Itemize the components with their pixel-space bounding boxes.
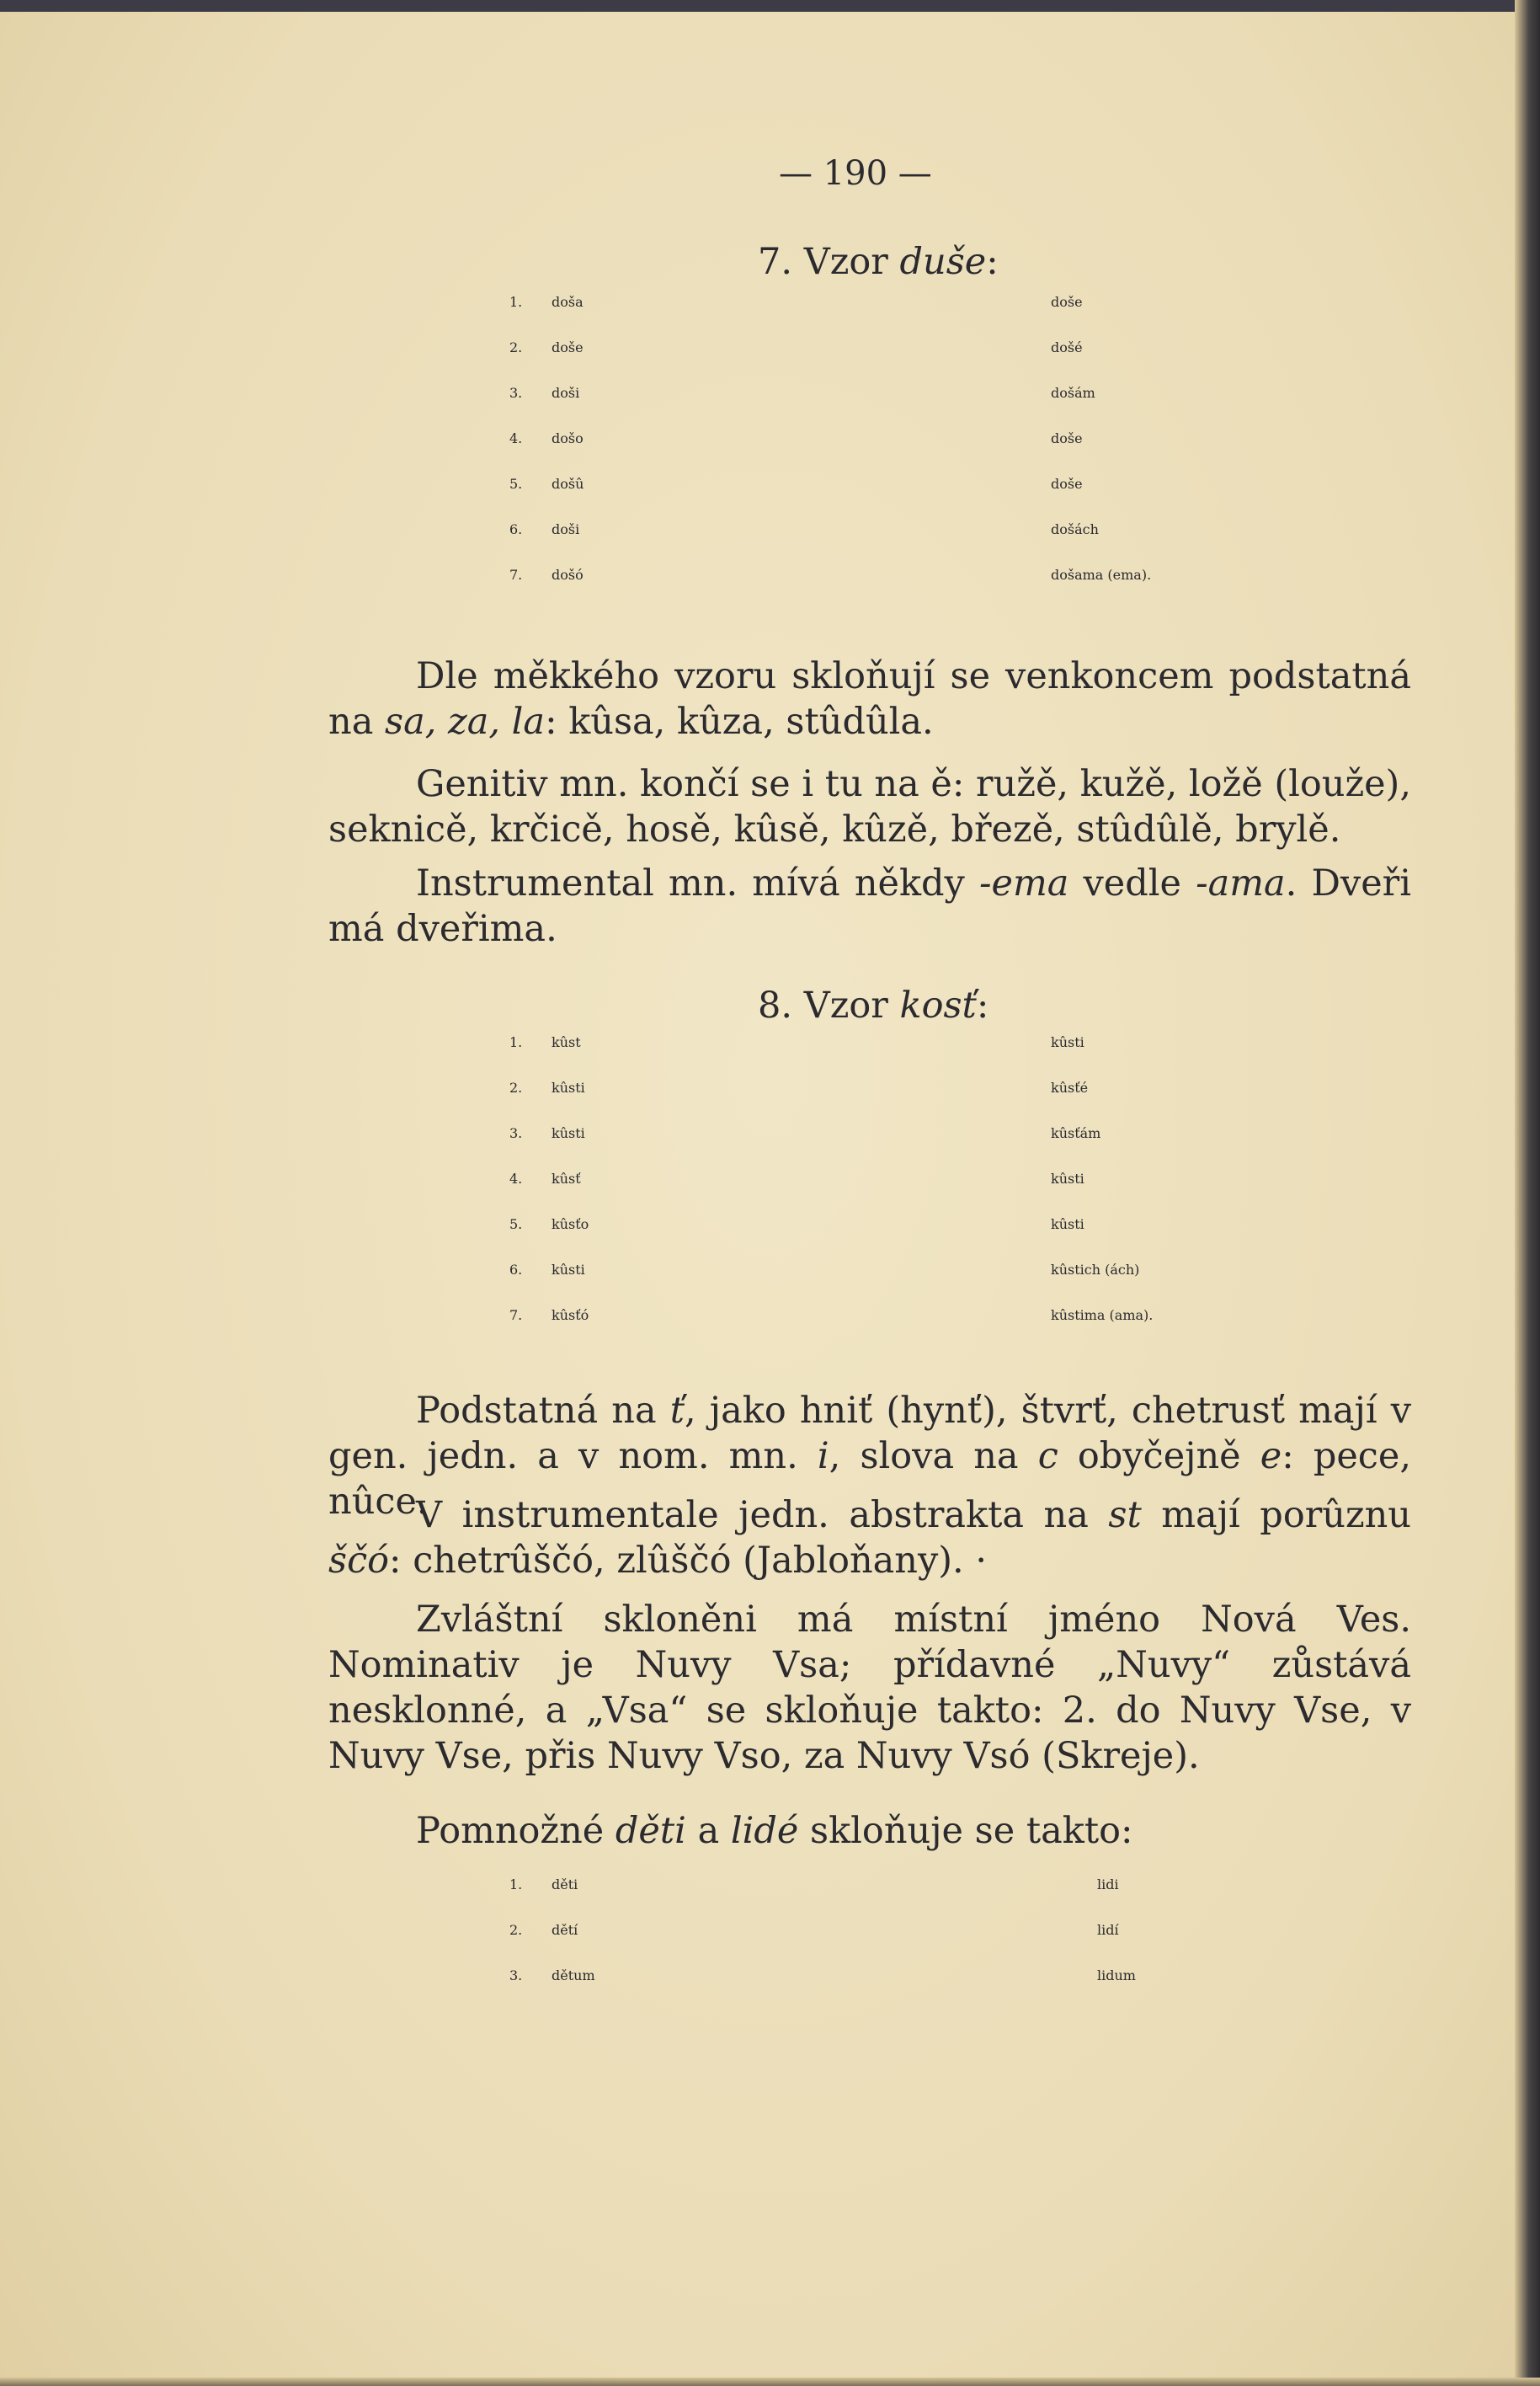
plural-form: došách [1051, 521, 1099, 537]
row-number: 4. [509, 430, 523, 446]
row-number: 2. [509, 339, 523, 355]
para3-italic-ama: -ama [1196, 862, 1286, 905]
para7-text-b: a [685, 1810, 731, 1852]
row-number: 2. [509, 1080, 523, 1096]
row-number: 1. [509, 1876, 523, 1892]
singular-form: kûsti [552, 1080, 585, 1096]
para3-italic-ema: -ema [978, 862, 1069, 905]
row-number: 7. [509, 1307, 523, 1323]
table-row [509, 1922, 1136, 1967]
paragraph-instrumental-plural [328, 861, 1411, 952]
row-number: 4. [509, 1171, 523, 1187]
singular-form: došó [552, 567, 583, 583]
row-number: 5. [509, 1216, 523, 1232]
row-number: 3. [509, 1967, 523, 1983]
para5-italic-ending: ščó [328, 1540, 390, 1582]
para4-text-e: : pece, nûce. [328, 1435, 1412, 1523]
para4-italic-i: i [817, 1435, 829, 1477]
section7-heading-prefix: 7. Vzor [758, 241, 900, 283]
plural-form: kûsťám [1051, 1125, 1101, 1141]
section7-table [509, 294, 1151, 612]
para1-italic-endings: sa, za, la [385, 701, 546, 743]
table-row [509, 294, 1151, 339]
para4-italic-t: ť [669, 1390, 685, 1432]
paragraph-genitive-plural [328, 761, 1411, 852]
table-row [509, 1307, 1153, 1353]
plural-form: došama (ema). [1051, 567, 1152, 583]
para4-italic-c: c [1037, 1435, 1058, 1477]
row-number: 3. [509, 385, 523, 401]
singular-form: doše [552, 339, 583, 355]
singular-form: kûst [552, 1034, 581, 1050]
para5-text-b: mají porûznu [1141, 1494, 1412, 1536]
para1-text-b: : kûsa, kûza, stûdûla. [545, 701, 934, 743]
page-spine-edge [1515, 0, 1540, 2386]
table-row [509, 1967, 1136, 2013]
table-row [509, 1262, 1153, 1307]
table-row [509, 476, 1151, 521]
section7-heading [758, 240, 999, 284]
plural-form: došé [1051, 339, 1083, 355]
section7-heading-suffix: : [986, 241, 999, 283]
pluralia-table [509, 1876, 1136, 2013]
section8-heading-word: kosť [899, 985, 977, 1027]
table-row [509, 430, 1151, 476]
row-number: 6. [509, 521, 523, 537]
para2-text: Genitiv mn. končí se i tu na ě: ružě, kužě, ložě (louže), seknicě, krčicě, hosě, kûsě, kûzě, březě, stûdûlě, brylě. [328, 763, 1411, 851]
table-row [509, 385, 1151, 430]
plural-form: kûsti [1051, 1216, 1084, 1232]
para5-text-c: : chetrûščó, zlûščó (Jabloňany). · [389, 1540, 988, 1582]
singular-form: doši [552, 521, 580, 537]
section7-heading-word: duše [899, 241, 987, 283]
paragraph-soft-declension [328, 654, 1411, 745]
row-number: 2. [509, 1922, 523, 1938]
table-row [509, 521, 1151, 567]
table-row [509, 567, 1151, 612]
singular-form: došû [552, 476, 584, 492]
para7-text-a: Pomnožné [416, 1810, 615, 1852]
plural-form: došám [1051, 385, 1095, 401]
singular-form: kûsťó [552, 1307, 589, 1323]
table-row [509, 1216, 1153, 1262]
table-row [509, 339, 1151, 385]
table-row [509, 1876, 1136, 1922]
singular-form: kûsť [552, 1171, 581, 1187]
lide-form: lidí [1097, 1922, 1119, 1938]
table-row [509, 1034, 1153, 1080]
section8-heading [758, 984, 988, 1028]
plural-form: kûsťé [1051, 1080, 1089, 1096]
plural-form: doše [1051, 294, 1083, 310]
plural-form: kûsti [1051, 1034, 1084, 1050]
para5-text-a: V instrumentale jedn. abstrakta na [416, 1494, 1109, 1536]
para1-text-a: Dle měkkého vzoru skloňují se venkoncem podstatná na [328, 655, 1411, 743]
section8-table [509, 1034, 1153, 1353]
page-bottom-edge [0, 2378, 1540, 2386]
section8-heading-suffix: : [976, 985, 989, 1027]
paragraph-instrumental-abstracts [328, 1492, 1411, 1583]
plural-form: kûstima (ama). [1051, 1307, 1154, 1323]
row-number: 3. [509, 1125, 523, 1141]
para3-text-c: . Dveři má dveřima. [328, 862, 1411, 950]
para6-text: Zvláštní skloněni má místní jméno Nová Ves. Nominativ je Nuvy Vsa; přídavné „Nuvy“ zůstává nesklonné, a „Vsa“ se skloňuje takto: 2. do Nuvy Vse, v Nuvy Vse, přis Nuvy Vso, za Nuvy Vsó (Skreje). [328, 1599, 1411, 1777]
deti-form: dětum [552, 1967, 595, 1983]
singular-form: doši [552, 385, 580, 401]
para4-text-d: obyčejně [1058, 1435, 1260, 1477]
para4-text-a: Podstatná na [416, 1390, 670, 1432]
page-top-edge [0, 0, 1540, 12]
para4-text-c: , slova na [829, 1435, 1038, 1477]
row-number: 1. [509, 294, 523, 310]
lide-form: lidum [1097, 1967, 1136, 1983]
paragraph-nova-ves [328, 1597, 1411, 1779]
table-row [509, 1080, 1153, 1125]
plural-form: doše [1051, 430, 1083, 446]
para3-text-a: Instrumental mn. mívá někdy [416, 862, 979, 905]
para7-italic-deti: děti [615, 1810, 686, 1852]
row-number: 1. [509, 1034, 523, 1050]
section8-heading-prefix: 8. Vzor [758, 985, 900, 1027]
singular-form: došo [552, 430, 583, 446]
singular-form: kûsti [552, 1262, 585, 1278]
para5-italic-st: st [1108, 1494, 1142, 1536]
singular-form: doša [552, 294, 583, 310]
deti-form: dětí [552, 1922, 578, 1938]
row-number: 5. [509, 476, 523, 492]
para4-italic-e: e [1260, 1435, 1282, 1477]
singular-form: kûsti [552, 1125, 585, 1141]
para7-text-c: skloňuje se takto: [798, 1810, 1133, 1852]
plural-form: kûsti [1051, 1171, 1084, 1187]
row-number: 6. [509, 1262, 523, 1278]
para7-italic-lide: lidé [730, 1810, 799, 1852]
plural-form: doše [1051, 476, 1083, 492]
para3-text-b: vedle [1068, 862, 1196, 905]
paragraph-pluralia [328, 1808, 1411, 1854]
table-row [509, 1171, 1153, 1216]
singular-form: kûsťo [552, 1216, 589, 1232]
plural-form: kûstich (ách) [1051, 1262, 1140, 1278]
table-row [509, 1125, 1153, 1171]
page-number: — 190 — [779, 154, 932, 193]
para4-text-b: , jako hniť (hynť), štvrť, chetrusť mají v gen. jedn. a v nom. mn. [328, 1390, 1411, 1477]
deti-form: děti [552, 1876, 578, 1892]
lide-form: lidi [1097, 1876, 1119, 1892]
row-number: 7. [509, 567, 523, 583]
